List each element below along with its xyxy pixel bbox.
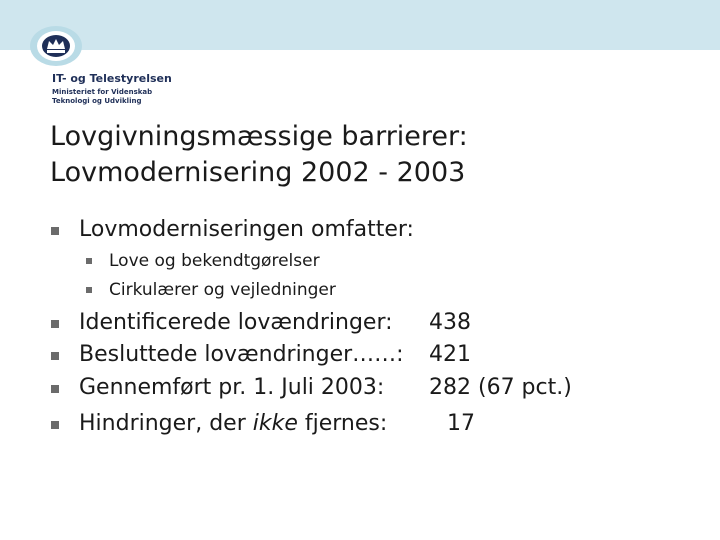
ministry-name	[52, 88, 152, 106]
stat-label-before: Hindringer, der	[79, 411, 253, 436]
bullet-icon	[51, 227, 59, 235]
sub-item-1: Love og bekendtgørelser	[109, 251, 320, 271]
stat-label-decided: Besluttede lovændringer……:	[79, 342, 404, 367]
org-name: IT- og Telestyrelsen	[52, 72, 172, 85]
bullet-icon	[51, 385, 59, 393]
stat-value-implemented: 282 (67 pct.)	[429, 375, 572, 400]
stat-value-not-removed: 17	[447, 411, 475, 436]
ministry-line-1: Ministeriet for Videnskab	[52, 88, 153, 96]
stat-label-not-removed	[79, 411, 387, 437]
stat-label-after: fjernes:	[297, 411, 388, 436]
crown-shield-logo-icon	[28, 22, 84, 70]
sub-item-2: Cirkulærer og vejledninger	[109, 280, 336, 300]
stat-label-implemented: Gennemført pr. 1. Juli 2003:	[79, 375, 385, 400]
sub-bullet-icon	[86, 287, 92, 293]
bullet-icon	[51, 320, 59, 328]
ministry-line-2: Teknologi og Udvikling	[52, 97, 142, 105]
slide-title-line-1: Lovgivningsmæssige barrierer:	[50, 121, 468, 152]
sub-bullet-icon	[86, 258, 92, 264]
intro-item: Lovmoderniseringen omfatter:	[79, 217, 414, 242]
stat-label-identified: Identificerede lovændringer:	[79, 310, 393, 335]
stat-value-identified: 438	[429, 310, 471, 335]
bullet-icon	[51, 352, 59, 360]
header-band	[0, 0, 720, 50]
stat-value-decided: 421	[429, 342, 471, 367]
slide-title-line-2: Lovmodernisering 2002 - 2003	[50, 157, 466, 188]
slide-title	[50, 119, 468, 191]
bullet-icon	[51, 421, 59, 429]
stat-label-emphasis: ikke	[252, 411, 298, 436]
